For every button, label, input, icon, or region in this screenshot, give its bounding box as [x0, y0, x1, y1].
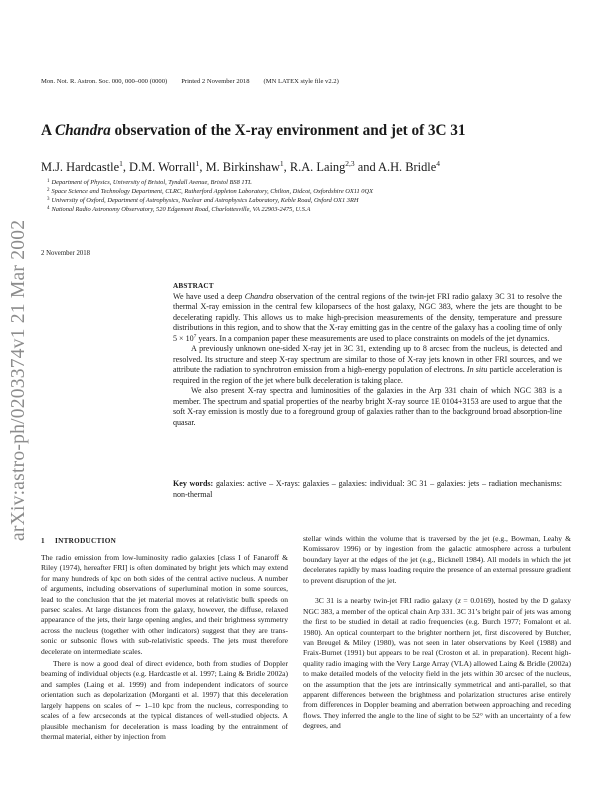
intro-paragraph-4: 3C 31 is a nearby twin-jet FRI radio galaxy (z = 0.0169), hosted by the D galaxy NGC 383, a member of the optical chain Arp 331. 3C 31’s bright pair of jets was among the first to be studied in detail at radio frequencies (e.g. Burch 1977; Fomalont et al. 1980). An optical counterpart to the brighter northern jet, first discovered by Butcher, van Breugel & Miley (1980), was not seen in later observations by Keel (1988) and Fraix-Burnet (1991) but appears to be real (Croston et al. in preparation). Recent high-quality radio imaging with the Very Large Array (VLA) allowed Laing & Bridle (2002a) to make detailed models of the velocity field in the jets within 30 arcsec of the nucleus, on the assumption that the jets are intrinsically symmetrical and anti-parallel, so that apparent differences between the brightness and polarization structures arise entirely from differences in Doppler beaming and aberration between approaching and receding flows. They inferred the angle to the line of sight to be 52° with an uncertainty of a few degrees, and	[303, 596, 572, 731]
right-column	[303, 534, 571, 732]
left-column	[41, 553, 288, 742]
affiliation-list	[47, 179, 373, 215]
section-title: INTRODUCTION	[55, 537, 117, 545]
title-prefix: A	[41, 122, 55, 139]
author-4: , R.A. Laing	[283, 160, 346, 174]
author-4-affil: 2,3	[345, 159, 355, 168]
author-2: , D.M. Worrall	[122, 160, 196, 174]
journal-header	[41, 78, 339, 85]
intro-paragraph-3: stellar winds within the volume that is traversed by the jet (e.g., Bowman, Leahy & Komissarov 1996) or by ingestion from the galactic atmosphere across a turbulent boundary layer at the edges of the jet (e.g., Bicknell 1984). All models in which the jet decelerates rapidly by mass loading require the presence of an external pressure gradient to prevent disruption of the jet.	[303, 534, 571, 585]
journal-citation: Mon. Not. R. Astron. Soc. 000, 000–000 (0000)	[41, 78, 168, 85]
author-1-affil: 1	[119, 159, 123, 168]
intro-paragraph-1: The radio emission from low-luminosity radio galaxies [class I of Fanaroff & Riley (1974), hereafter FRI] is often dominated by bright jets which may extend for many hundreds of kpc on both sides of the central active nucleus. A number of arguments, including observations of superluminal motion in some sources, lead to the conclusion that the jet material moves at relativistic bulk speeds on parsec scales. At large distances from the galaxy, however, the diffuse, relaxed appearance of the jets, their large opening angles, and their brightness symmetry across the nucleus (together with other indicators) suggest that they are trans-sonic or subsonic flows with sub-relativistic speeds. The jets must therefore decelerate on intermediate scales.	[41, 553, 288, 656]
affiliation-3: $^3$ University of Oxford, Department of Astrophysics, Nuclear and Astrophysics Laboratory, Keble Road, Oxford OX1 3RH	[47, 196, 359, 204]
abstract-paragraph-2: A previously unknown one-sided X-ray jet in 3C 31, extending up to 8 arcsec from the nucleus, is detected and resolved. Its structure and steep X-ray spectrum are similar to those of X-ray jets known in other FRI sources, and we attribute the radiation to synchrotron emission from a high-energy population of electrons. In situ particle acceleration is required in the region of the jet where bulk deceleration is taking place.	[173, 344, 563, 385]
author-5-affil: 4	[436, 159, 440, 168]
author-5: and A.H. Bridle	[354, 160, 437, 174]
keywords-label: Key words:	[173, 479, 214, 488]
affiliation-2: $^2$ Space Science and Technology Department, CLRC, Rutherford Appleton Laboratory, Chilton, Didcot, Oxfordshire OX11 0QX	[47, 187, 374, 195]
printed-date: Printed 2 November 2018	[181, 78, 250, 85]
paper-date: 2 November 2018	[41, 250, 91, 257]
abstract-paragraph-3: We also present X-ray spectra and luminosities of the galaxies in the Arp 331 chain of which NGC 383 is a member. The spectrum and spatial properties of the nearby bright X-ray source 1E 0104+3153 are used to argue that the soft X-ray emission is mostly due to a foreground group of galaxies rather than to the background broad absorption-line quasar.	[173, 386, 562, 427]
title-italic: Chandra	[54, 122, 111, 139]
author-2-affil: 1	[195, 159, 200, 168]
abstract-paragraph-1: We have used a deep Chandra observation of the central regions of the twin-jet FRI radio galaxy 3C 31 to resolve the thermal X-ray emission in the central few kiloparsecs of the host galaxy, NGC 383, where the jets are thought to be decelerating rapidly. This allows us to make high-precision measurements of the density, temperature and pressure distributions in this region, and to show that the X-ray emitting gas in the centre of the galaxy has a cooling time of only $5 \times 10^7$ years. In a companion paper these measurements are used to place constraints on models of the jet dynamics.	[173, 291, 562, 343]
keywords	[173, 479, 562, 500]
author-3: , M. Birkinshaw	[199, 160, 280, 174]
author-1: M.J. Hardcastle	[41, 160, 120, 174]
keywords-text: galaxies: active – X-rays: galaxies – galaxies: individual: 3C 31 – galaxies: jets – radiation mechanisms: non-thermal	[173, 479, 563, 499]
abstract-heading: ABSTRACT	[173, 282, 214, 290]
style-file: (MN LATEX style file v2.2)	[263, 78, 339, 85]
intro-paragraph-2: There is now a good deal of direct evidence, both from studies of Doppler beaming of individual objects (e.g. Hardcastle et al. 1997; Laing & Bridle 2002a) and samples (Laing et al. 1999) and from independent indicators of source orientation such as depolarization (Morganti et al. 1997) that this deceleration largely happens on scales of ∼ 1–10 kpc from the nucleus, corresponding to scales of a few arcseconds at the typical distances of well-studied objects. A plausible mechanism for deceleration is mass loading by the entrainment of thermal material, either by injection from	[41, 659, 288, 741]
section-number: 1	[41, 537, 45, 545]
arxiv-watermark: arXiv:astro-ph/0203374v1 21 Mar 2002	[8, 219, 29, 541]
author-3-affil: 1	[279, 159, 284, 168]
section-heading	[41, 537, 116, 545]
paper-title	[41, 122, 465, 140]
abstract	[173, 281, 562, 428]
author-list	[41, 160, 440, 175]
title-suffix: observation of the X-ray environment and jet of 3C 31	[110, 122, 466, 139]
affiliation-4: $^4$ National Radio Astronomy Observatory, 520 Edgemont Road, Charlottesville, VA 22903-2475, U.S.A	[47, 205, 311, 213]
affiliation-1: $^1$ Department of Physics, University of Bristol, Tyndall Avenue, Bristol BS8 1TL	[47, 179, 252, 186]
